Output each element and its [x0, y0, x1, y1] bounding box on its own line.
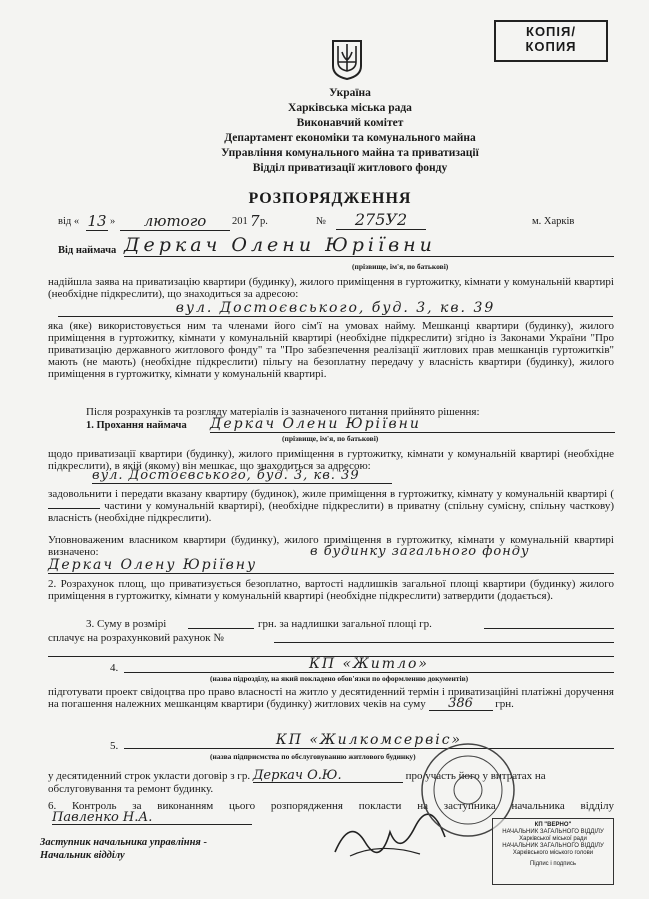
maintenance-handwritten: Деркач О.Ю.: [253, 770, 403, 783]
item-1-label: 1. Прохання наймача: [86, 420, 187, 431]
paragraph-certificate: [48, 686, 614, 711]
city: м. Харків: [532, 216, 575, 227]
paragraph-request: надійшла заява на приватизацію квартири (будинку), жилого приміщення в гуртожитку, кімнати у комунальній квартирі (необхідне підкреслити), що знаходиться за адресою:: [48, 276, 614, 300]
date-year-suffix: р.: [260, 216, 268, 227]
item-4-line: [110, 656, 614, 688]
signature-block: [40, 836, 207, 862]
date-line: [58, 212, 618, 232]
item-1-caption: (прізвище, ім'я, по батькові): [282, 434, 379, 443]
item-5-number: 5.: [110, 740, 119, 752]
paragraph-maintenance: [48, 770, 614, 795]
paragraph-decision: Після розрахунків та розгляду матеріалів із зазначеного питання прийнято рішення:: [86, 406, 480, 418]
item-3-line: [86, 618, 616, 632]
item-3-a: 3. Суму в розмірі: [86, 618, 167, 630]
tenant-line: [58, 236, 613, 274]
paragraph-owner: Уповноваженим власником квартири (будинку), жилого приміщення в гуртожитку, кімнати у комунальній квартирі визначено:: [48, 534, 614, 558]
order-number-label: №: [316, 216, 327, 227]
paragraph-control-text: 6. Контроль за виконанням цього розпорядження покласти на заступника начальника відділу: [48, 800, 614, 812]
owner-handwritten: в будинку загального фонду: [310, 544, 530, 559]
letterhead-department: Департамент економіки та комунального майна: [224, 132, 476, 144]
seal-line-4: НАЧАЛЬНИК ЗАГАЛЬНОГО ВІДДІЛУ: [502, 843, 604, 849]
item-5-handwritten: КП «Жилкомсервіс»: [124, 732, 614, 749]
item-3-b: грн. за надлишки загальної площі гр.: [258, 618, 432, 630]
paragraph-transfer-b: частини у комунальній квартирі), (необхідне підкреслити) в приватну (спільну сумісну, спільну часткову) власність (необхідне підкреслити).: [48, 500, 614, 524]
date-year-prefix: 201: [232, 216, 248, 227]
signature-title-2: Начальник відділу: [40, 850, 125, 861]
letterhead-country: Україна: [329, 87, 371, 99]
item-4-caption: (назва підрозділу, на який покладено обов'язки по оформленню документів): [210, 674, 469, 683]
letterhead-division: Відділ приватизації житлового фонду: [252, 162, 448, 174]
address-handwritten-2: вул. Достоєвського, буд. 3, кв. 39: [92, 468, 392, 484]
paragraph-maintenance-a: у десятиденний строк укласти договір з гр.: [48, 770, 251, 782]
paragraph-privatization: щодо приватизації квартири (будинку), жилого приміщення в гуртожитку, кімнати у комунальній квартирі (необхідне підкреслити), в якій (якому) він мешкає, що знаходиться за адресою:: [48, 448, 614, 472]
tenant-label: Від наймача: [58, 245, 117, 256]
paragraph-transfer-a: задовольнити і передати вказану квартиру (будинок), жиле приміщення в гуртожитку, кімнату у комунальній квартирі (: [48, 488, 614, 500]
date-day: 13: [87, 212, 107, 230]
copy-stamp-line1: КОПІЯ/: [526, 24, 576, 39]
item-4-handwritten: КП «Житло»: [124, 656, 614, 673]
sum-handwritten: 386: [429, 698, 493, 711]
letterhead-council: Харківська міська рада: [288, 102, 412, 114]
sum-suffix: грн.: [495, 698, 514, 710]
certification-seal: [492, 818, 614, 885]
copy-stamp: [494, 20, 608, 62]
paragraph-area-calculation: 2. Розрахунок площ, що приватизується безоплатно, вартості надлишків загальної площі квартири (будинку) жилого приміщення в гуртожитку, кімнати у комунальній квартирі (необхідне підкреслити) затвердити (додається).: [48, 578, 614, 602]
letterhead: [150, 86, 550, 176]
letterhead-directorate: Управління комунального майна та приватизації: [221, 147, 479, 159]
paragraph-maintenance-b: про участь його у витратах на обслуговування та ремонт будинку.: [48, 770, 546, 795]
address-handwritten: вул. Достоєвського, буд. 3, кв. 39: [58, 300, 613, 317]
date-from-label: від «: [58, 216, 80, 227]
tenant-caption: (прізвище, ім'я, по батькові): [352, 262, 449, 271]
item-3-account-line: [48, 632, 614, 646]
item-4-number: 4.: [110, 662, 119, 674]
item-3-c: сплачує на розрахунковий рахунок №: [48, 632, 224, 644]
copy-stamp-line2: КОПИЯ: [525, 39, 577, 54]
share-blank: [48, 508, 100, 509]
owner-handwritten-2: Деркач Олену Юріївну: [48, 557, 614, 574]
item-3-account-blank: [274, 642, 614, 643]
order-number: 275У2: [336, 210, 426, 230]
date-quote: »: [110, 216, 116, 227]
item-3-name-blank: [484, 628, 614, 629]
letterhead-committee: Виконавчий комітет: [296, 117, 404, 129]
date-month: лютого: [120, 212, 230, 231]
date-year-digit: 7: [250, 212, 260, 230]
item-5-line: [110, 732, 614, 766]
paragraph-residents: яка (яке) використовується ним та членами його сім'ї на умовах найму. Мешканці квартири (будинку), жилого приміщення в гуртожитку, кімнати у комунальній квартирі (необхідне підкреслити) згідно із Законами України "Про приватизацію державного житлового фонду" та "Про забезпечення реалізації житлових прав мешканців гуртожитків" мають (не мають) (необхідне підкреслити) пільгу на безоплатну передачу у власність квартири (будинку), жилого приміщення в гуртожитку, кімнати у комунальній квартирі.: [48, 320, 614, 380]
seal-line-1: КП "ВЕРНО": [534, 822, 572, 828]
seal-line-6: Підпис і подпись: [529, 861, 577, 867]
control-handwritten: Павленко Н.А.: [52, 812, 252, 825]
seal-line-3: Харківської міської ради: [519, 836, 587, 842]
item-3-amount-blank: [188, 628, 254, 629]
item-1-name: Деркач Олени Юріївни: [210, 416, 615, 433]
item-5-caption: (назва підприємства по обслуговуванню житлового будинку): [210, 752, 416, 761]
coat-of-arms-icon: [330, 38, 364, 80]
tenant-name: Деркач Олени Юріївни: [124, 234, 614, 257]
seal-line-5: Харківського міського голови: [512, 850, 594, 856]
signature-title-1: Заступник начальника управління -: [40, 837, 207, 848]
item-1-line: [86, 418, 616, 448]
seal-line-2: НАЧАЛЬНИК ЗАГАЛЬНОГО ВІДДІЛУ: [502, 829, 604, 835]
paragraph-transfer: [48, 488, 614, 524]
paragraph-certificate-text: підготувати проект свідоцтва про право власності на житло у десятиденний термін і приватизаційні платіжні доручення на погашення належних мешканцям квартири (будинку) житлових чеків на суму: [48, 686, 614, 710]
document-title: РОЗПОРЯДЖЕННЯ: [248, 190, 412, 207]
